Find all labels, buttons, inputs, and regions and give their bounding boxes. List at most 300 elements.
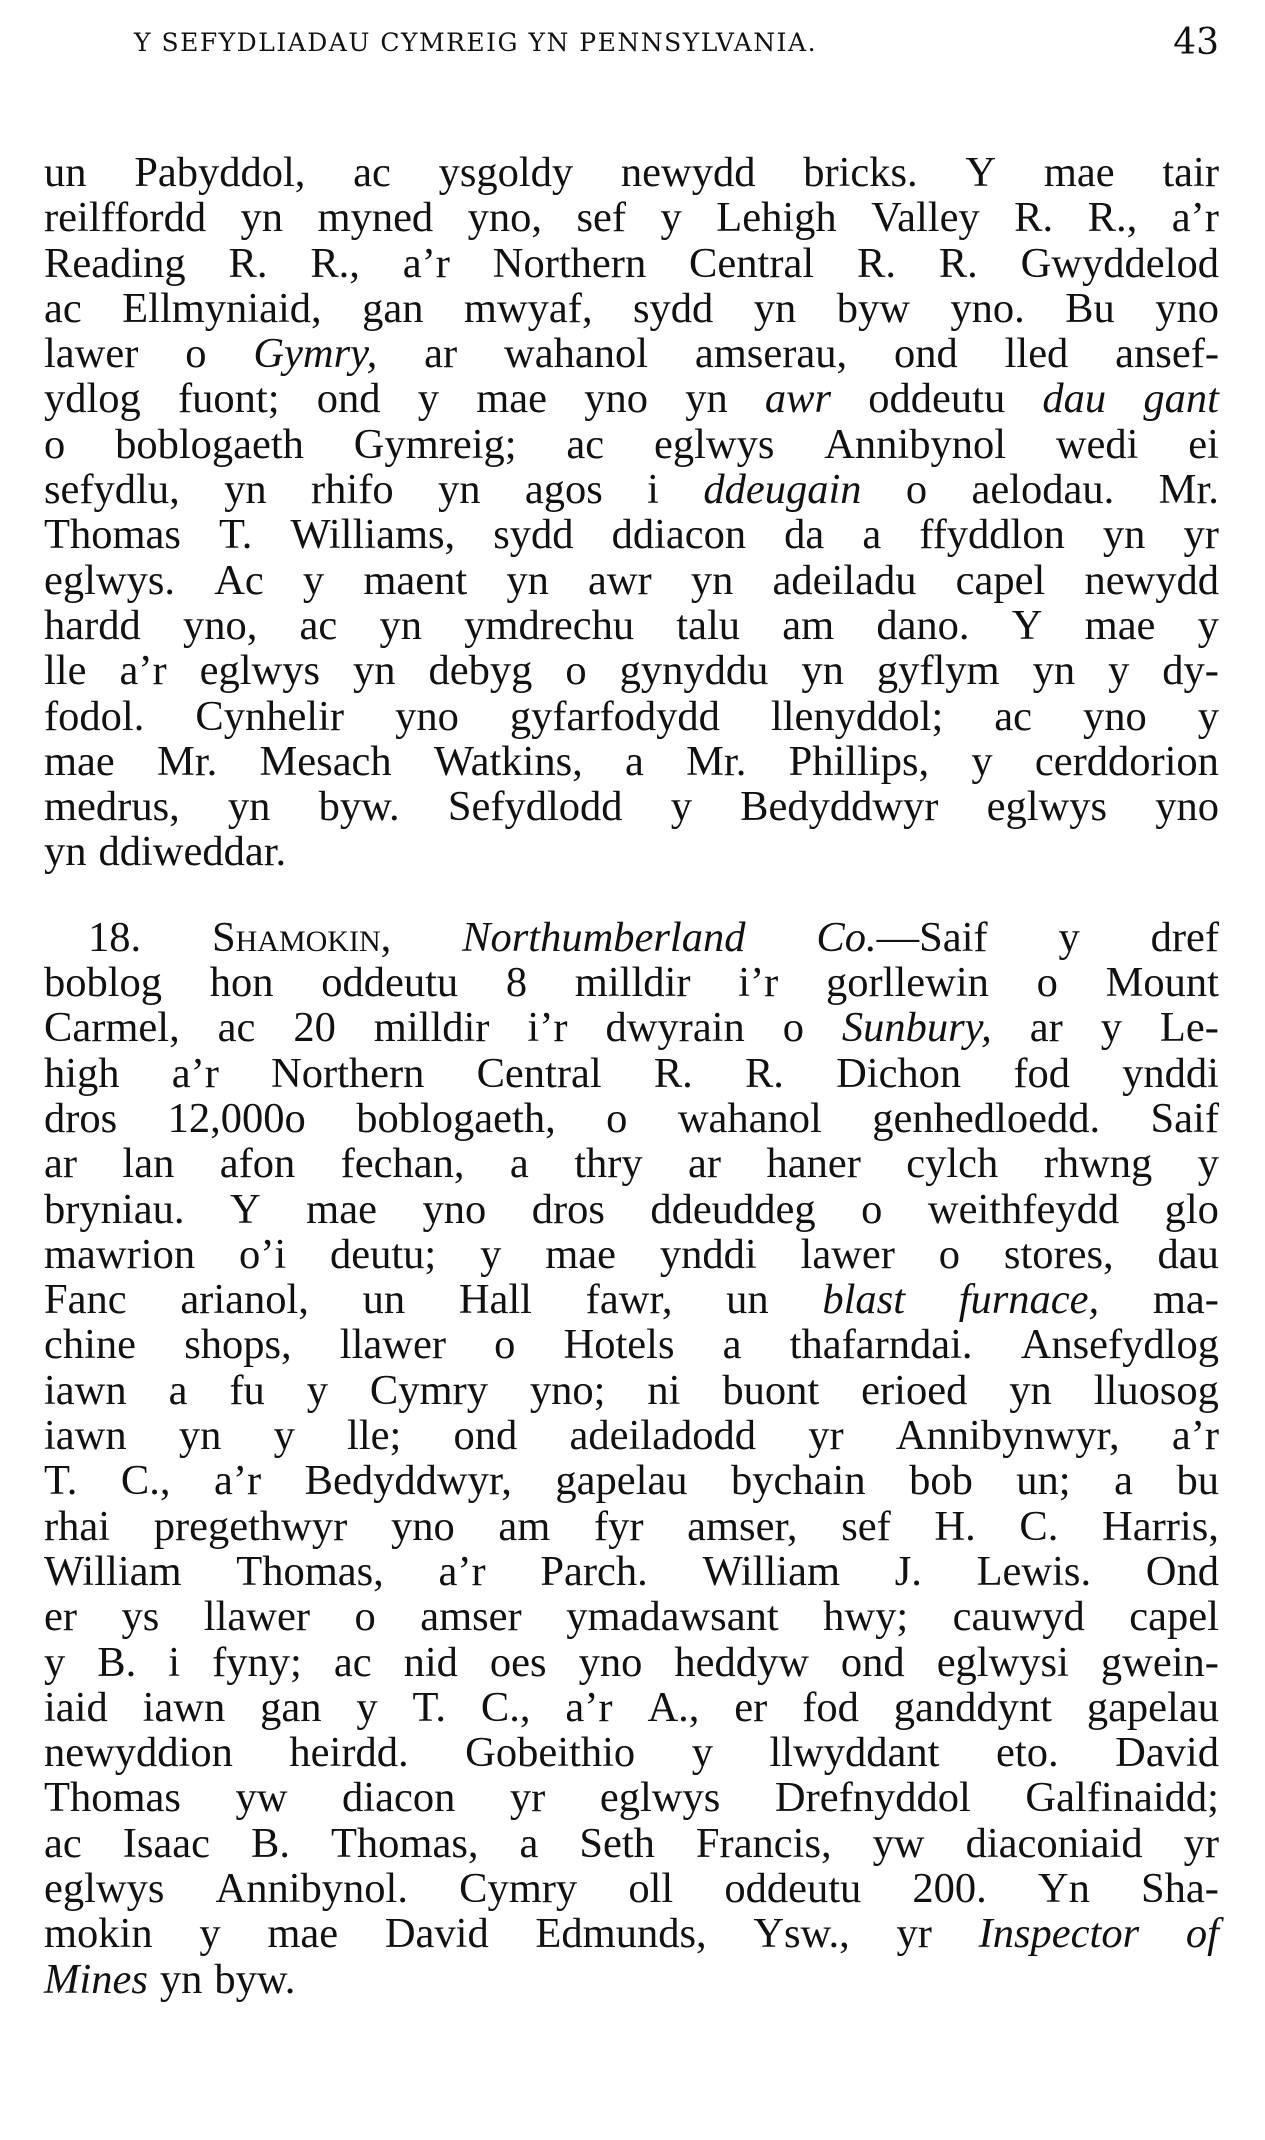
word: Cymry xyxy=(459,1864,578,1912)
word: eglwys xyxy=(599,1774,721,1822)
word: yno. xyxy=(950,284,1025,332)
word: a xyxy=(519,1819,539,1867)
word: adeiladu xyxy=(772,556,917,604)
word: Isaac xyxy=(122,1819,211,1867)
word: a’r xyxy=(119,647,167,695)
word: y xyxy=(1058,913,1080,961)
word: David xyxy=(384,1910,489,1958)
word: newydd xyxy=(620,149,756,196)
word: yn xyxy=(1032,647,1076,695)
word: ar xyxy=(44,1140,78,1188)
word: yn xyxy=(753,284,797,332)
word: fyr xyxy=(593,1502,644,1550)
word: of xyxy=(1185,1910,1219,1958)
word: pregethwyr xyxy=(153,1502,348,1550)
word: o xyxy=(185,330,207,378)
word: glo xyxy=(1164,1185,1219,1233)
word: yn xyxy=(1009,1366,1052,1414)
word: sef xyxy=(576,194,627,242)
word: T. xyxy=(44,1457,78,1505)
word: lle xyxy=(44,647,87,695)
word: mae xyxy=(267,1910,339,1958)
word: ddiweddar. xyxy=(98,828,287,876)
paragraph xyxy=(44,915,1219,2002)
word: ysgoldy xyxy=(438,149,574,196)
word: yno xyxy=(1155,284,1219,332)
text-line xyxy=(44,1685,1219,1730)
word: un; xyxy=(1016,1457,1071,1505)
word: Central xyxy=(476,1049,602,1097)
word: Ysw., xyxy=(753,1910,850,1958)
word: y xyxy=(44,1638,66,1686)
text-line xyxy=(44,1413,1219,1458)
word: lawer xyxy=(800,1230,895,1278)
word: cylch xyxy=(906,1140,999,1188)
word: ac xyxy=(333,1638,372,1686)
word: y xyxy=(670,783,692,831)
text-line xyxy=(44,829,1219,874)
word: ar xyxy=(688,1140,722,1188)
text-line xyxy=(44,648,1219,693)
paragraph xyxy=(44,150,1219,875)
word: Lewis. xyxy=(976,1547,1092,1595)
word: ddeugain xyxy=(703,466,862,514)
word: a’r xyxy=(402,239,450,287)
word: y xyxy=(302,556,325,604)
word: wahanol xyxy=(504,330,649,378)
word: dau xyxy=(1042,375,1107,423)
word: Cynhelir xyxy=(195,692,345,740)
text-line xyxy=(44,331,1219,376)
word: David xyxy=(1115,1729,1219,1777)
word: mae xyxy=(545,1230,617,1278)
word: yn xyxy=(224,466,267,514)
word: Central xyxy=(689,239,815,287)
word: o xyxy=(1036,959,1058,1007)
word: eglwys xyxy=(986,783,1108,831)
word: capel xyxy=(955,556,1046,604)
word: deutu; xyxy=(330,1230,437,1278)
word: Y xyxy=(229,1185,261,1233)
word: byw. xyxy=(318,783,400,831)
word: stores, xyxy=(1003,1230,1114,1278)
word: ansef- xyxy=(1115,330,1219,378)
word: yw xyxy=(872,1819,925,1867)
word: awr xyxy=(587,556,652,604)
word: tair xyxy=(1162,149,1219,196)
word: Sunbury, xyxy=(841,1004,992,1052)
word: nid xyxy=(403,1638,458,1686)
word: fod xyxy=(1013,1049,1070,1097)
word: B. xyxy=(251,1819,290,1867)
word: am xyxy=(782,601,835,649)
text-line xyxy=(44,915,1219,960)
word: rhwng xyxy=(1043,1140,1153,1188)
word: cerddorion xyxy=(1034,737,1219,785)
word: llwyddant xyxy=(769,1729,940,1777)
word: llawer xyxy=(339,1321,446,1369)
word: yn xyxy=(685,375,728,423)
word: lled xyxy=(1004,330,1069,378)
word: R. xyxy=(1014,194,1054,242)
word: yr xyxy=(896,1910,932,1958)
word: Fanc xyxy=(44,1276,127,1324)
word: bricks. xyxy=(803,149,918,196)
word: er xyxy=(44,1593,78,1641)
word: furnace, xyxy=(958,1276,1100,1324)
text-line xyxy=(44,1911,1219,1956)
word: byw xyxy=(836,284,910,332)
word: Ellmyniaid, xyxy=(122,284,322,332)
word: ddeuddeg xyxy=(650,1185,816,1233)
word: dano. xyxy=(876,601,970,649)
word: yr xyxy=(509,1774,546,1822)
word: a’r xyxy=(1171,194,1219,242)
word: iaid xyxy=(44,1683,108,1731)
word: o xyxy=(861,1185,883,1233)
word: y xyxy=(306,1366,328,1414)
word: Mr. xyxy=(1158,466,1219,514)
word: i xyxy=(647,466,659,514)
word: Le- xyxy=(1159,1004,1219,1052)
word: awr xyxy=(764,375,832,423)
word: Cymry xyxy=(369,1366,488,1414)
word: i’r xyxy=(527,1004,568,1052)
word: Seth xyxy=(579,1819,655,1867)
word: a xyxy=(509,1140,529,1188)
word: ganddynt xyxy=(893,1683,1052,1731)
word: ond xyxy=(840,1638,905,1686)
word: Bedyddwyr, xyxy=(304,1457,512,1505)
word: fechan, xyxy=(340,1140,465,1188)
word: R. xyxy=(653,1049,693,1097)
word: Ansefydlog xyxy=(1020,1321,1219,1369)
text-line xyxy=(44,1821,1219,1866)
word: A., xyxy=(647,1683,700,1731)
text-line xyxy=(44,422,1219,467)
text-line xyxy=(44,784,1219,829)
word: Saif xyxy=(1150,1094,1219,1142)
word: Valley xyxy=(871,194,980,242)
word: Williams, xyxy=(290,511,456,559)
word: Annibynol. xyxy=(215,1864,408,1912)
word: y xyxy=(691,1729,713,1777)
word: C., xyxy=(480,1683,531,1731)
word: ynddi xyxy=(1122,1049,1219,1097)
word: Francis, xyxy=(695,1819,832,1867)
word: ond xyxy=(316,375,381,423)
word: ac xyxy=(353,149,391,196)
word: rhifo xyxy=(311,466,394,514)
word: o xyxy=(905,466,928,514)
word: Thomas xyxy=(44,1774,181,1822)
word: o’i xyxy=(238,1230,287,1278)
word: R. xyxy=(856,239,896,287)
text-line xyxy=(44,1096,1219,1141)
word: fu xyxy=(229,1366,265,1414)
word: sydd xyxy=(493,511,574,559)
word: yn xyxy=(353,647,396,695)
word: bu xyxy=(1176,1457,1219,1505)
word: mae xyxy=(306,1185,377,1233)
word: i’r xyxy=(738,959,779,1007)
word: eglwys xyxy=(653,420,775,468)
word: yn xyxy=(178,1412,222,1460)
word: ynddi xyxy=(659,1230,757,1278)
word: fuont; xyxy=(178,375,280,423)
text-line xyxy=(44,960,1219,1005)
word: wahanol xyxy=(677,1094,822,1142)
word: shops, xyxy=(184,1321,292,1369)
word: buont xyxy=(722,1366,820,1414)
text-line xyxy=(44,1504,1219,1549)
word: Reading xyxy=(44,239,186,287)
word: R. xyxy=(938,239,978,287)
word: mae xyxy=(1043,149,1115,196)
word: fawr, xyxy=(585,1276,673,1324)
word: afon xyxy=(219,1140,296,1188)
word: Gwyddelod xyxy=(1020,239,1219,287)
word: Pabyddol, xyxy=(134,149,306,196)
word: yno xyxy=(1083,692,1147,740)
word: dros xyxy=(44,1094,118,1142)
text-line xyxy=(44,1322,1219,1367)
word: agos xyxy=(524,466,603,514)
word: i xyxy=(168,1638,181,1686)
word: a xyxy=(1114,1457,1133,1505)
word: C. xyxy=(1019,1502,1059,1550)
word: y xyxy=(1100,1004,1122,1052)
word: lawer xyxy=(44,330,139,378)
word: arianol, xyxy=(180,1276,309,1324)
word: boblogaeth, xyxy=(356,1094,556,1142)
word: gan xyxy=(260,1683,322,1731)
text-line xyxy=(44,1640,1219,1685)
paragraph-gap xyxy=(44,875,1219,915)
word: dros xyxy=(531,1185,605,1233)
word: fod xyxy=(802,1683,859,1731)
word: wedi xyxy=(1055,420,1139,468)
word: fyny; xyxy=(212,1638,302,1686)
word: Yn xyxy=(1037,1864,1090,1912)
word: Edmunds, xyxy=(535,1910,707,1958)
word: Mount xyxy=(1105,959,1219,1007)
word: 8 xyxy=(505,959,528,1007)
word: yno xyxy=(578,1638,643,1686)
word: mae xyxy=(44,737,115,785)
word: mae xyxy=(1084,601,1156,649)
word: yn xyxy=(240,194,284,242)
word: gyfarfodydd xyxy=(509,692,720,740)
word: llawer xyxy=(203,1593,310,1641)
word: un xyxy=(726,1276,769,1324)
word: erioed xyxy=(861,1366,968,1414)
word: yno xyxy=(584,375,648,423)
word: yno xyxy=(390,1502,455,1550)
word: gapelau xyxy=(555,1457,688,1505)
word: ac xyxy=(566,420,605,468)
word: amserau, xyxy=(694,330,848,378)
word: Northern xyxy=(271,1049,425,1097)
word: a xyxy=(722,1321,742,1369)
word: blast xyxy=(822,1276,905,1324)
word: genhedloedd. xyxy=(872,1094,1101,1142)
word: Sha- xyxy=(1141,1864,1219,1912)
word: gynyddu xyxy=(619,647,769,695)
word: Inspector xyxy=(978,1910,1140,1958)
word: amser xyxy=(420,1593,522,1641)
word: Mines xyxy=(44,1955,148,2003)
word: er xyxy=(734,1683,768,1731)
word: a’r xyxy=(565,1683,613,1731)
word: a xyxy=(168,1366,188,1414)
word: Mr. xyxy=(157,737,218,785)
word: R. xyxy=(744,1049,784,1097)
word: a’r xyxy=(438,1547,486,1595)
word: Hall xyxy=(458,1276,532,1324)
word: a xyxy=(625,737,644,785)
word: J. xyxy=(894,1547,922,1595)
word: ma- xyxy=(1152,1276,1219,1324)
word: Shamokin, xyxy=(212,913,392,961)
word: reilffordd xyxy=(44,194,207,242)
word: Galfinaidd; xyxy=(1025,1774,1219,1822)
word: lan xyxy=(122,1140,175,1188)
word: Thomas, xyxy=(330,1819,479,1867)
word: oll xyxy=(628,1864,674,1912)
word: newyddion xyxy=(44,1729,233,1777)
text-line xyxy=(44,558,1219,603)
word: Y xyxy=(965,149,997,196)
word: 18. xyxy=(88,913,142,961)
word: bob xyxy=(909,1457,973,1505)
word: bryniau. xyxy=(44,1185,185,1233)
word: yno, xyxy=(467,194,543,242)
word: eglwys xyxy=(44,1864,165,1912)
word: ac xyxy=(44,284,82,332)
word: sefydlu, xyxy=(44,466,180,514)
word: dy- xyxy=(1162,647,1219,695)
word: y xyxy=(1197,692,1219,740)
text-line xyxy=(44,1458,1219,1503)
word: yn xyxy=(690,556,734,604)
word: R., xyxy=(1087,194,1138,242)
word: 12,000o xyxy=(167,1094,306,1142)
word: yw xyxy=(235,1774,288,1822)
word: y xyxy=(273,1412,295,1460)
word: oddeutu xyxy=(868,375,1006,423)
word: y xyxy=(660,194,682,242)
word: thafarndai. xyxy=(789,1321,973,1369)
word: Gobeithio xyxy=(465,1729,636,1777)
word: Drefnyddol xyxy=(774,1774,971,1822)
word: ar xyxy=(1029,1004,1063,1052)
word: yr xyxy=(808,1412,844,1460)
word: Ond xyxy=(1145,1547,1219,1595)
word: sydd xyxy=(633,284,714,332)
word: y xyxy=(971,737,993,785)
word: ond xyxy=(893,330,958,378)
word: Watkins, xyxy=(433,737,583,785)
text-line xyxy=(44,1277,1219,1322)
word: y xyxy=(417,375,439,423)
word: C., xyxy=(120,1457,171,1505)
word: heirdd. xyxy=(289,1729,409,1777)
word: y xyxy=(1197,1140,1219,1188)
word: dwyrain xyxy=(605,1004,745,1052)
word: yr xyxy=(1183,1819,1219,1867)
word: fodol. xyxy=(44,692,145,740)
word: milldir xyxy=(373,1004,490,1052)
text-line xyxy=(44,1187,1219,1232)
text-line xyxy=(44,739,1219,784)
word: milldir xyxy=(574,959,691,1007)
word: yr xyxy=(1183,511,1219,559)
word: yno xyxy=(422,1185,487,1233)
word: ni xyxy=(647,1366,681,1414)
word: gan xyxy=(362,284,424,332)
word: mwyaf, xyxy=(463,284,593,332)
word: iawn xyxy=(44,1412,127,1460)
word: Annibynol xyxy=(824,420,1006,468)
word: lluosog xyxy=(1093,1366,1219,1414)
word: oes xyxy=(489,1638,547,1686)
word: hwy; xyxy=(823,1593,909,1641)
word: dau xyxy=(1157,1230,1219,1278)
word: Thomas, xyxy=(236,1547,384,1595)
word: yn xyxy=(159,1955,203,2003)
page-number: 43 xyxy=(1173,22,1219,63)
word: o xyxy=(44,420,66,468)
page-header xyxy=(44,22,1219,72)
word: eto. xyxy=(996,1729,1059,1777)
word: mae xyxy=(476,375,548,423)
text-line xyxy=(44,603,1219,648)
word: adeiladodd xyxy=(569,1412,756,1460)
text-line xyxy=(44,150,1219,195)
word: medrus, xyxy=(44,783,180,831)
word: hon xyxy=(209,959,274,1007)
word: gant xyxy=(1143,375,1219,423)
word: Co.—Saif xyxy=(816,913,988,961)
word: Bu xyxy=(1065,284,1115,332)
word: Dichon xyxy=(836,1049,962,1097)
word: William xyxy=(44,1547,182,1595)
book-page xyxy=(44,22,1219,2003)
word: Parch. xyxy=(540,1547,648,1595)
word: Gymry, xyxy=(253,330,378,378)
word: yno xyxy=(395,692,459,740)
word: eglwys xyxy=(199,647,321,695)
word: sef xyxy=(841,1502,891,1550)
word: Sefydlodd xyxy=(447,783,623,831)
word: boblog xyxy=(44,959,163,1007)
word: ymadawsant xyxy=(566,1593,779,1641)
word: T. xyxy=(412,1683,446,1731)
word: o xyxy=(494,1321,516,1369)
word: Y xyxy=(1011,601,1043,649)
word: 20 xyxy=(293,1004,336,1052)
word: Thomas xyxy=(44,511,181,559)
word: un xyxy=(362,1276,406,1324)
word: lle; xyxy=(347,1412,402,1460)
word: Hotels xyxy=(563,1321,675,1369)
word: a’r xyxy=(1171,1412,1219,1460)
word: cauwyd xyxy=(952,1593,1085,1641)
word: ond xyxy=(453,1412,518,1460)
word: mokin xyxy=(44,1910,153,1958)
text-line xyxy=(44,376,1219,421)
